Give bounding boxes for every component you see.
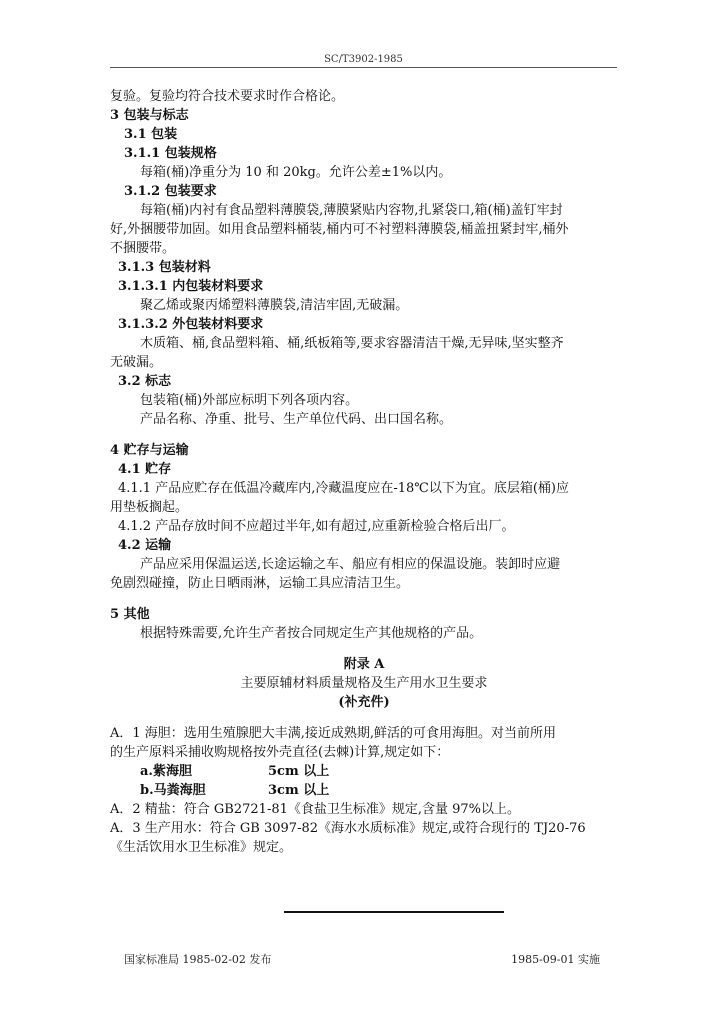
body-line: 用垫板搁起。: [110, 500, 189, 515]
body-line: 包装箱(桶)外部应标明下列各项内容。: [140, 393, 359, 408]
section-heading: 3.1.2 包装要求: [124, 184, 217, 199]
body-line: 聚乙烯或聚丙烯塑料薄膜袋,清洁牢固,无破漏。: [140, 298, 409, 313]
section-heading: 3.2 标志: [118, 374, 172, 389]
body-line: 根据特殊需要,允许生产者按合同规定生产其他规格的产品。: [140, 626, 483, 641]
table-row: [110, 781, 618, 800]
species-name: b.马粪海胆: [140, 783, 206, 798]
issue-date: 国家标准局 1985-02-02 发布: [124, 953, 272, 966]
document-body: [110, 87, 618, 857]
appendix-clause: 的生产原料采捕收购规格按外壳直径(去棘)计算,规定如下：: [110, 745, 450, 760]
appendix-subtitle: 主要原辅材料质量规格及生产用水卫生要求: [240, 676, 488, 691]
body-line: 每箱(桶)内衬有食品塑料薄膜袋,薄膜紧贴内容物,扎紧袋口,箱(桶)盖钉牢封: [140, 203, 563, 218]
section-heading: 4.2 运输: [118, 538, 172, 553]
body-line: 不捆腰带。: [110, 241, 176, 256]
appendix-title: 附录 A: [343, 657, 385, 672]
body-line: 产品应采用保温运送,长途运输之车、船应有相应的保温设施。装卸时应避: [140, 557, 561, 572]
section-heading: 4 贮存与运输: [110, 443, 189, 458]
appendix-clause: 《生活饮用水卫生标准》规定。: [110, 840, 293, 855]
body-line: 4.1.1 产品应贮存在低温冷藏库内,冷藏温度应在-18℃以下为宜。底层箱(桶)应: [118, 481, 569, 496]
section-heading: 3 包装与标志: [110, 108, 189, 123]
section-heading: 3.1 包装: [124, 127, 178, 142]
section-heading: 3.1.3.2 外包装材料要求: [118, 317, 264, 332]
appendix-clause: A．2 精盐：符合 GB2721-81《食盐卫生标准》规定,含量 97%以上。: [110, 802, 521, 817]
appendix-clause: A．1 海胆：选用生殖腺肥大丰满,接近成熟期,鲜活的可食用海胆。对当前所用: [110, 726, 557, 741]
body-line: 无破漏。: [110, 355, 163, 370]
effective-date: 1985-09-01 实施: [511, 953, 600, 966]
species-name: a.紫海胆: [140, 764, 192, 779]
document-code-header: SC/T3902-1985: [324, 54, 403, 65]
section-heading: 3.1.1 包装规格: [124, 146, 217, 161]
body-line: 免剧烈碰撞，防止日晒雨淋，运输工具应清洁卫生。: [110, 576, 410, 591]
appendix-note: (补充件): [338, 695, 390, 710]
species-size: 5cm 以上: [268, 764, 330, 779]
body-line: 木质箱、桶,食品塑料箱、桶,纸板箱等,要求容器清洁干燥,无异味,坚实整齐: [140, 336, 564, 351]
body-line: 产品名称、净重、批号、生产单位代码、出口国名称。: [140, 412, 453, 427]
table-row: [110, 762, 618, 781]
section-heading: 4.1 贮存: [118, 462, 172, 477]
species-size: 3cm 以上: [268, 783, 330, 798]
body-line: 好,外捆腰带加固。如用食品塑料桶装,桶内可不衬塑料薄膜袋,桶盖扭紧封牢,桶外: [110, 222, 569, 237]
section-heading: 5 其他: [110, 607, 150, 622]
appendix-clause: A．3 生产用水：符合 GB 3097-82《海水水质标准》规定,或符合现行的 TJ20-76: [110, 821, 586, 836]
header-rule: [110, 67, 617, 68]
body-line: 4.1.2 产品存放时间不应超过半年,如有超过,应重新检验合格后出厂。: [118, 519, 515, 534]
section-heading: 3.1.3.1 内包装材料要求: [118, 279, 264, 294]
section-heading: 3.1.3 包装材料: [118, 260, 211, 275]
end-rule: [284, 911, 504, 913]
body-line: 复验。复验均符合技术要求时作合格论。: [110, 89, 345, 104]
body-line: 每箱(桶)净重分为 10 和 20kg。允许公差±1%以内。: [140, 165, 452, 180]
